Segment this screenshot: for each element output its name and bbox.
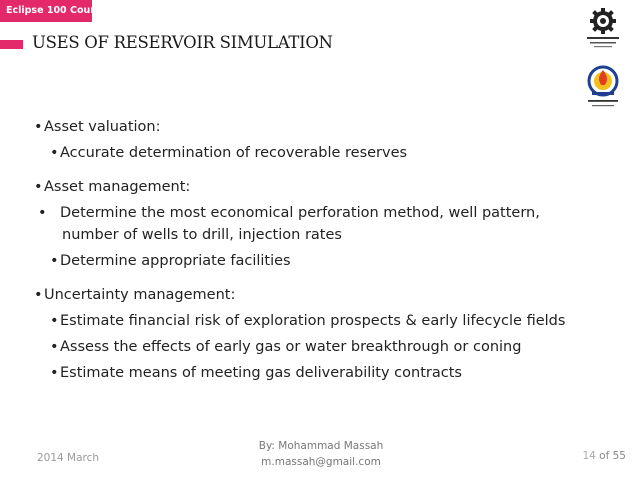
author-name: By: Mohammad Massah (258, 440, 384, 452)
page-number (582, 450, 626, 462)
list-item: •Accurate determination of recoverable reserves (50, 142, 594, 164)
section-asset-management (34, 176, 594, 198)
list-item: •Estimate financial risk of exploration prospects & early lifecycle fields (50, 310, 594, 332)
bullet: • (38, 205, 47, 221)
slide-title: USES OF RESERVOIR SIMULATION (32, 33, 333, 52)
footer-author (256, 438, 386, 470)
section-asset-valuation (34, 116, 594, 138)
section-heading: Asset management: (44, 179, 191, 195)
bullet: • (50, 253, 59, 269)
bullet: • (50, 145, 59, 161)
bullet: • (34, 119, 43, 135)
author-email: m.massah@gmail.com (261, 456, 381, 468)
page-total: of 55 (599, 450, 626, 462)
list-item: •Determine appropriate facilities (50, 250, 594, 272)
bullet: • (50, 313, 59, 329)
section-uncertainty-management (34, 284, 594, 306)
title-accent-bar (0, 40, 23, 49)
section-heading: Asset valuation: (44, 119, 161, 135)
list-item: •Estimate means of meeting gas deliverability contracts (50, 362, 594, 384)
list-item: • Determine the most economical perforation method, well pattern, number of wells to drill, injection rates (50, 202, 594, 246)
list-item: •Assess the effects of early gas or water breakthrough or coning (50, 336, 594, 358)
slide-body (34, 116, 594, 384)
university-seal-logo (580, 6, 626, 52)
bullet: • (34, 287, 43, 303)
course-label: Eclipse 100 Course (0, 0, 92, 22)
bullet: • (34, 179, 43, 195)
footer-date: 2014 March (37, 452, 100, 464)
section-heading: Uncertainty management: (44, 287, 236, 303)
bullet: • (50, 339, 59, 355)
bullet: • (50, 365, 59, 381)
faculty-seal-logo (580, 62, 626, 112)
page-current: 14 (582, 450, 596, 462)
